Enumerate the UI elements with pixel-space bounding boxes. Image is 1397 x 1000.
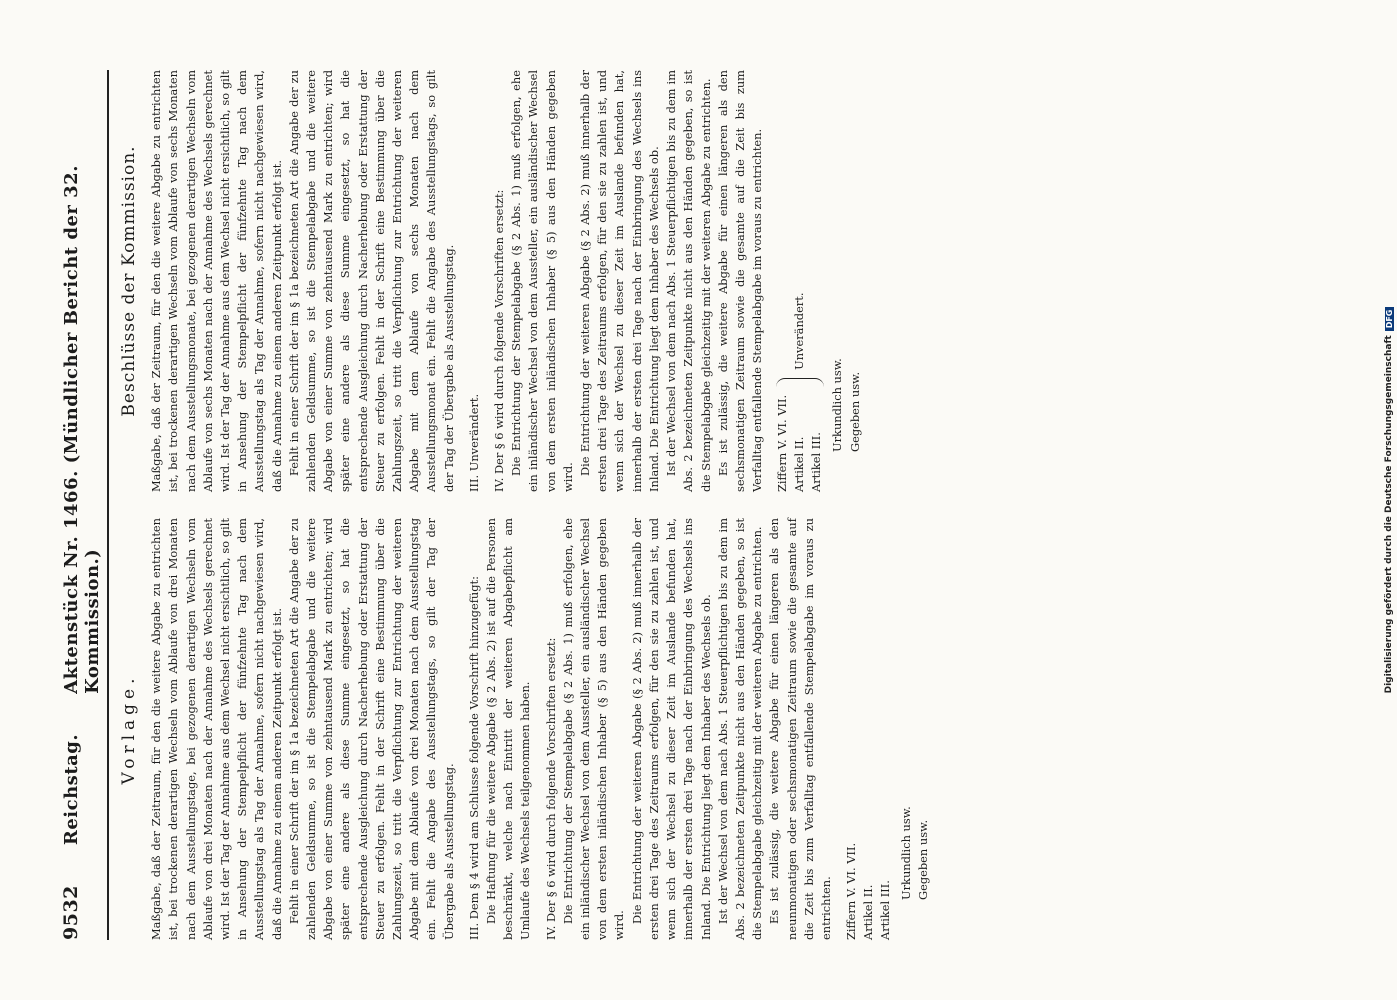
section-label: IV. — [543, 925, 558, 940]
dfg-logo: DFG — [1385, 307, 1394, 332]
column-beschluesse — [113, 70, 933, 492]
section-3 — [466, 518, 535, 940]
closing-line: Urkundlich usw. — [899, 806, 914, 900]
paragraph: Ist der Wechsel von dem nach Abs. 1 Steuerpflichtigen bis zu dem im Abs. 2 bezeichneten Zeitpunkte nicht aus den Händen gegeben, so ist die Stempelabgabe gleichzeitig mit der weiteren Abgabe zu entrichten. — [715, 518, 765, 940]
section-3 — [466, 70, 483, 492]
paragraph: Maßgabe, daß der Zeitraum, für den die weitere Abgabe zu entrichten ist, bei trockenen derartigen Wechseln vom Ablaufe von drei Monaten nach dem Ausstellungstage, bei gezogenen derartigen Wechseln vom Ablaufe von drei Monaten nach der Annahme des Wechsels gerechnet wird. Ist der Tag der Annahme aus dem Wechsel nicht ersichtlich, so gilt in Ansehung der Stempelpflicht der fünfzehnte Tag nach dem Ausstellungstag als Tag der Annahme, sofern nicht nachgewiesen wird, daß die Annahme zu einem anderen Zeitpunkt erfolgt ist. — [149, 518, 284, 940]
section-intro: Der § 6 wird durch folgende Vorschriften ersetzt: — [543, 637, 558, 923]
unchanged-note: Unverändert. — [792, 292, 807, 370]
tail-item: Artikel II. — [861, 884, 876, 940]
paragraph: Fehlt in einer Schrift der im § 1a bezeichneten Art die Angabe der zu zahlenden Geldsumme, so ist die Stempelabgabe und die weitere Abgabe von einer Summe von zehntausend Mark zu entrichten; wird später eine andere als diese Summe eingesetzt, so hat die entsprechende Ausgleichung durch Nacherhebung oder Erstattung der Steuer zu erfolgen. Fehlt in der Schrift eine Bestimmung über die Zahlungszeit, so tritt die Verpflichtung zur Entrichtung der weiteren Abgabe mit dem Ablaufe von sechs Monaten nach dem Ausstellungsmonat ein. Fehlt die Angabe des Ausstellungstags, so gilt der Tag der Übergabe als Ausstellungstag. — [286, 70, 456, 492]
section-label: III. — [466, 922, 481, 940]
column-heading: Vorlage. — [119, 673, 139, 785]
page-header — [60, 70, 109, 940]
paragraph: Ist der Wechsel von dem nach Abs. 1 Steuerpflichtigen bis zu dem im Abs. 2 bezeichneten Zeitpunkte nicht aus den Händen gegeben, so ist die Stempelabgabe gleichzeitig mit der weiteren Abgabe zu entrichten. — [664, 70, 713, 492]
tail-list — [843, 518, 894, 940]
closing — [898, 518, 932, 900]
columns — [113, 70, 933, 940]
tail-item: Artikel III. — [878, 880, 893, 940]
dfg-credit-text: Digitalisierung gefördert durch die Deutsche Forschungsgemeinschaft — [1384, 335, 1394, 694]
section-intro: Dem § 4 wird am Schlusse folgende Vorschrift hinzugefügt: — [466, 576, 481, 920]
tail-item: Ziffern V. VI. VII. — [775, 394, 790, 492]
section-4 — [491, 70, 766, 492]
paragraph: Maßgabe, daß der Zeitraum, für den die weitere Abgabe zu entrichten ist, bei trockenen derartigen Wechseln vom Ablaufe von sechs Monaten nach dem Ausstellungsmonate, bei gezogenen derartigen Wechseln vom Ablaufe von sechs Monaten nach der Annahme des Wechsels gerechnet wird. Ist der Tag der Annahme aus dem Wechsel nicht ersichtlich, so gilt in Ansehung der Stempelpflicht der fünfzehnte Tag nach dem Ausstellungstag als Tag der Annahme, sofern nicht nachgewiesen wird, daß die Annahme zu einem anderen Zeitpunkt erfolgt ist. — [149, 70, 284, 492]
paragraph: Die Entrichtung der Stempelabgabe (§ 2 Abs. 1) muß erfolgen, ehe ein inländischer Wechsel von dem Aussteller, ein ausländischer Wechsel von dem ersten inländischen Inhaber (§ 5) aus den Händen gegeben wird. — [560, 518, 627, 940]
paragraph: Die Haftung für die weitere Abgabe (§ 2 Abs. 2) ist auf die Personen beschränkt, welche nach Eintritt der weiteren Abgabepflicht am Umlaufe des Wechsels teilgenommen haben. — [484, 518, 533, 940]
section-intro: Der § 6 wird durch folgende Vorschriften ersetzt: — [492, 189, 507, 475]
closing-line: Urkundlich usw. — [830, 358, 845, 452]
closing-line: Gegeben usw. — [916, 819, 931, 900]
column-vorlage — [113, 518, 933, 940]
closing-line: Gegeben usw. — [847, 371, 862, 452]
tail-item: Ziffern V. VI. VII. — [844, 842, 859, 940]
paragraph: Es ist zulässig, die weitere Abgabe für einen längeren als den neunmonatigen oder sechsmonatigen Zeitraum sowie die gesamte auf die Zeit bis zum Verfalltag entfallende Stempelabgabe im voraus zu entrichten. — [767, 518, 833, 940]
tail-item: Artikel III. — [809, 432, 824, 492]
dfg-credit — [1381, 0, 1397, 1000]
paragraph: Es ist zulässig, die weitere Abgabe für einen längeren als den sechsmonatigen Zeitraum sowie die gesamte auf die Zeit bis zum Verfalltag entfallende Stempelabgabe im voraus zu entrichten. — [715, 70, 765, 492]
tail-list — [774, 70, 825, 492]
paragraph: Die Entrichtung der weiteren Abgabe (§ 2 Abs. 2) muß innerhalb der ersten drei Tage des Zeitraums erfolgen, für den sie zu zahlen ist, und wenn sich der Wechsel zu dieser Zeit im Auslande befunden hat, innerhalb der ersten drei Tage nach der Einbringung des Wechsels ins Inland. Die Entrichtung liegt dem Inhaber des Wechsels ob. — [629, 518, 713, 940]
section-4 — [543, 518, 835, 940]
column-heading: Beschlüsse der Kommission. — [119, 145, 139, 417]
brace — [776, 378, 824, 387]
section-label: III. — [466, 474, 481, 492]
section-label: IV. — [492, 477, 507, 492]
paragraph: Die Entrichtung der weiteren Abgabe (§ 2 Abs. 2) muß innerhalb der ersten drei Tage des Zeitraums erfolgen, für den sie zu zahlen ist, und wenn sich der Wechsel zu dieser Zeit im Auslande befunden hat, innerhalb der ersten drei Tage nach der Einbringung des Wechsels ins Inland. Die Entrichtung liegt dem Inhaber des Wechsels ob. — [578, 70, 661, 492]
paragraph: Fehlt in einer Schrift der im § 1a bezeichneten Art die Angabe der zu zahlenden Geldsumme, so ist die Stempelabgabe und die weitere Abgabe von einer Summe von zehntausend Mark zu entrichten; wird später eine andere als diese Summe eingesetzt, so hat die entsprechende Ausgleichung durch Nacherhebung oder Erstattung der Steuer zu erfolgen. Fehlt in der Schrift eine Bestimmung über die Zahlungszeit, so tritt die Verpflichtung zur Entrichtung der weiteren Abgabe mit dem Ablaufe von drei Monaten nach dem Ausstellungstag ein. Fehlt die Angabe des Ausstellungstags, so gilt der Tag der Übergabe als Ausstellungstag. — [286, 518, 456, 940]
page-title: Aktenstück Nr. 1466. (Mündlicher Bericht der 32. Kommission.) — [61, 165, 103, 694]
header-left: Reichstag. — [61, 733, 82, 846]
section-text: Unverändert. — [466, 393, 481, 472]
tail-item: Artikel II. — [792, 436, 807, 492]
rotated-page — [60, 70, 1190, 940]
page-number: 9532 — [60, 885, 82, 940]
closing — [829, 70, 863, 452]
paragraph: Die Entrichtung der Stempelabgabe (§ 2 Abs. 1) muß erfolgen, ehe ein inländischer Wechsel von dem Aussteller, ein ausländischer Wechsel von dem ersten inländischen Inhaber (§ 5) aus den Händen gegeben wird. — [509, 70, 575, 492]
